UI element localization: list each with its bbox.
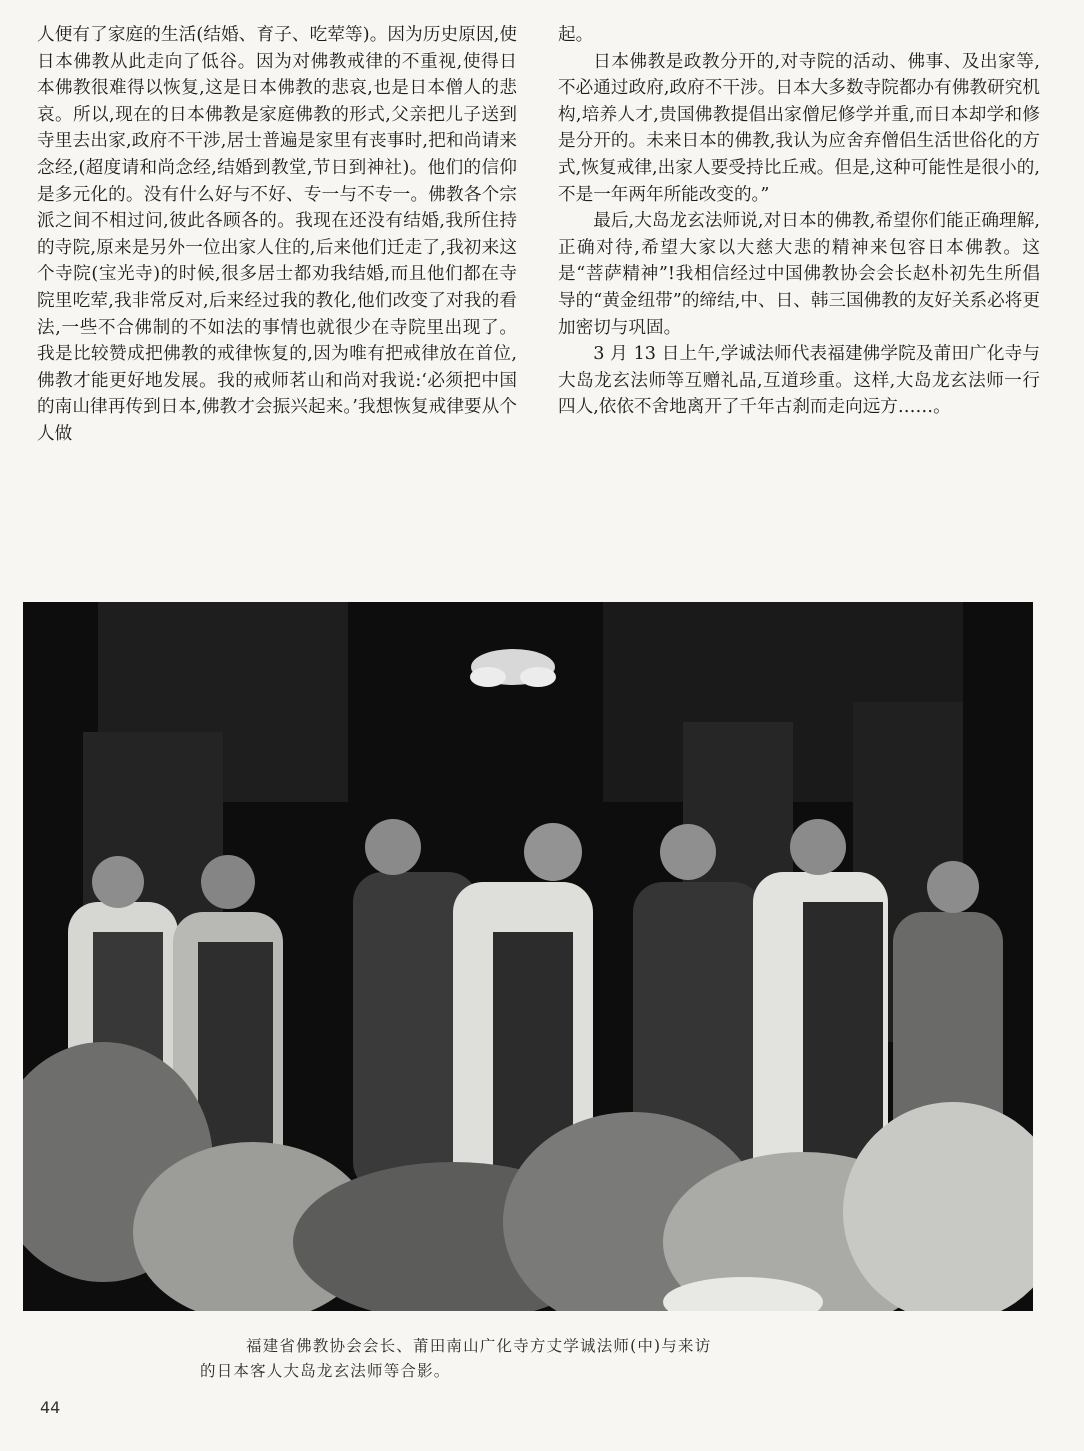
caption-line-1: 福建省佛教协会会长、莆田南山广化寺方丈学诚法师(中)与来访 (246, 1337, 712, 1355)
group-photo-illustration (23, 602, 1033, 1311)
article-right-column (558, 22, 1040, 421)
article-left-column (37, 22, 517, 448)
ceiling-lamp (470, 649, 556, 687)
paragraph: 日本佛教是政教分开的,对寺院的活动、佛事、及出家等,不必通过政府,政府不干涉。日本大多数寺院都办有佛教研究机构,培养人才,贵国佛教提倡出家僧尼修学并重,而日本却学和修是分开的。未来日本的佛教,我认为应舍弃僧侣生活世俗化的方式,恢复戒律,出家人要受持比丘戒。但是,这种可能性是很小的,不是一年两年所能改变的。” (558, 51, 1040, 205)
paragraph: 最后,大岛龙玄法师说,对日本的佛教,希望你们能正确理解,正确对待,希望大家以大慈大悲的精神来包容日本佛教。这是“菩萨精神”!我相信经过中国佛教协会会长赵朴初先生所倡导的“黄金纽带”的缔结,中、日、韩三国佛教的友好关系必将更加密切与巩固。 (558, 211, 1040, 338)
paragraph-continuation: 起。 (558, 25, 594, 45)
photo-caption (200, 1334, 900, 1384)
paragraph: 3 月 13 日上午,学诚法师代表福建佛学院及莆田广化寺与大岛龙玄法师等互赠礼品,互道珍重。这样,大岛龙玄法师一行四人,依依不舍地离开了千年古刹而走向远方……。 (558, 344, 1040, 418)
paragraph: 人便有了家庭的生活(结婚、育子、吃荤等)。因为历史原因,使日本佛教从此走向了低谷。因为对佛教戒律的不重视,使得日本佛教很难得以恢复,这是日本佛教的悲哀,也是日本僧人的悲哀。所以,现在的日本佛教是家庭佛教的形式,父亲把儿子送到寺里去出家,政府不干涉,居士普遍是家里有丧事时,把和尚请来念经,(超度请和尚念经,结婚到教堂,节日到神社)。他们的信仰是多元化的。没有什么好与不好、专一与不专一。佛教各个宗派之间不相过问,彼此各顾各的。我现在还没有结婚,我所住持的寺院,原来是另外一位出家人住的,后来他们迁走了,我初来这个寺院(宝光寺)的时候,很多居士都劝我结婚,而且他们都在寺院里吃荤,我非常反对,后来经过我的教化,他们改变了对我的看法,一些不合佛制的不如法的事情也就很少在寺院里出现了。我是比较赞成把佛教的戒律恢复的,因为唯有把戒律放在首位,佛教才能更好地发展。我的戒师茗山和尚对我说:‘必须把中国的南山律再传到日本,佛教才会振兴起来。’我想恢复戒律要从个人做 (37, 25, 517, 444)
group-photo (23, 602, 1033, 1311)
page-number: 44 (40, 1398, 61, 1417)
caption-line-2: 的日本客人大岛龙玄法师等合影。 (200, 1362, 451, 1380)
